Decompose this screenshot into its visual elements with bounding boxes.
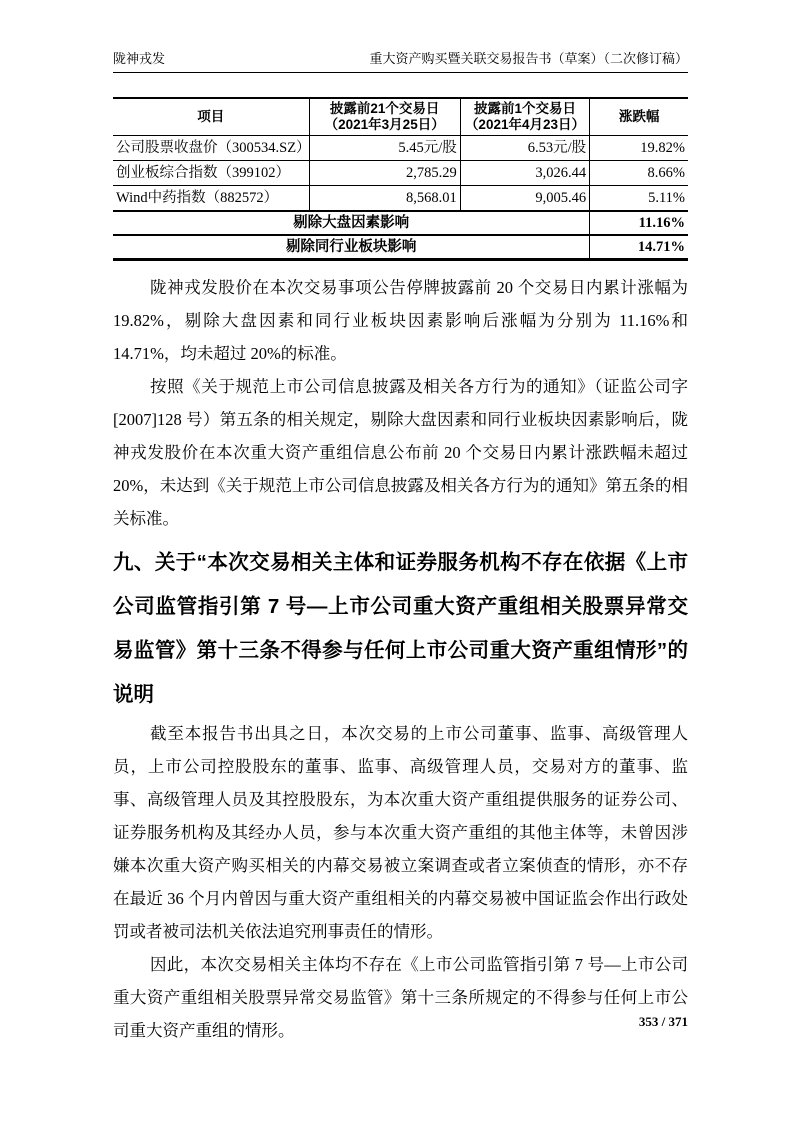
header-cell-before1 bbox=[460, 98, 589, 136]
cell-before1: 6.53元/股 bbox=[460, 136, 589, 161]
table-row bbox=[113, 161, 688, 186]
header-cell-before1-line1: 披露前1个交易日 bbox=[473, 101, 576, 116]
paragraph-regulation-standard: 按照《关于规范上市公司信息披露及相关各方行为的通知》（证监公司字 [2007]128 号）第五条的相关规定，剔除大盘因素和同行业板块因素影响后，陇神戎发股价在本次重大资产重组信息公布前 20 个交易日内累计涨跌幅未超过 20%，未达到《关于规范上市公司信息披露及相关各方行为的通知》第五条的相关标准。 bbox=[113, 376, 688, 528]
table-header-row bbox=[113, 98, 688, 136]
summary-row bbox=[113, 211, 688, 235]
page-number: 353 / 371 bbox=[638, 1014, 688, 1029]
cell-change: 8.66% bbox=[590, 161, 688, 186]
paragraph-conclusion: 因此，本次交易相关主体均不存在《上市公司监管指引第 7 号—上市公司重大资产重组相关股票异常交易监管》第十三条所规定的不得参与任何上市公司重大资产重组的情形。 bbox=[113, 954, 688, 1040]
company-name: 陇神戎发 bbox=[113, 51, 166, 66]
cell-change: 5.11% bbox=[590, 186, 688, 211]
paragraph-price-increase: 陇神戎发股价在本次交易事项公告停牌披露前 20 个交易日内累计涨幅为 19.82%，剔除大盘因素和同行业板块因素影响后涨幅为分别为 11.16%和 14.71%，均未超过 20%的标准。 bbox=[113, 277, 688, 363]
summary-label: 剔除大盘因素影响 bbox=[113, 211, 590, 235]
table-row bbox=[113, 186, 688, 211]
page-header bbox=[113, 51, 688, 73]
paragraph-insider-trading-statement: 截至本报告书出具之日，本次交易的上市公司董事、监事、高级管理人员，上市公司控股股东的董事、监事、高级管理人员，交易对方的董事、监事、高级管理人员及其控股股东，为本次重大资产重组提供服务的证券公司、证券服务机构及其经办人员，参与本次重大资产重组的其他主体等，未曾因涉嫌本次重大资产购买相关的内幕交易被立案调查或者立案侦查的情形，亦不存在最近 36 个月内曾因与重大资产重组相关的内幕交易被中国证监会作出行政处罚或者被司法机关依法追究刑事责任的情形。 bbox=[113, 723, 688, 941]
cell-before21: 8,568.01 bbox=[309, 186, 460, 211]
cell-before1: 9,005.46 bbox=[460, 186, 589, 211]
summary-label: 剔除同行业板块影响 bbox=[285, 238, 417, 255]
header-cell-before21 bbox=[309, 98, 460, 136]
cell-before21: 5.45元/股 bbox=[309, 136, 460, 161]
header-cell-before21-line2: （2021年3月25日） bbox=[324, 117, 445, 132]
section-heading-nine: 九、关于“本次交易相关主体和证券服务机构不存在依据《上市公司监管指引第 7 号—上市公司重大资产重组相关股票异常交易监管》第十三条不得参与任何上市公司重大资产重组情形”的说明 bbox=[113, 550, 688, 706]
cell-item: Wind中药指数（882572） bbox=[113, 186, 309, 211]
summary-change: 14.71% bbox=[590, 235, 688, 260]
cell-change: 19.82% bbox=[590, 136, 688, 161]
cell-item: 创业板综合指数（399102） bbox=[113, 161, 309, 186]
cell-before21: 2,785.29 bbox=[309, 161, 460, 186]
stock-price-comparison-table bbox=[113, 97, 688, 261]
header-cell-change: 涨跌幅 bbox=[590, 98, 688, 136]
cell-before1: 3,026.44 bbox=[460, 161, 589, 186]
summary-change: 11.16% bbox=[590, 211, 688, 235]
header-cell-item: 项目 bbox=[113, 98, 309, 136]
table-row bbox=[113, 136, 688, 161]
report-title: 重大资产购买暨关联交易报告书（草案）（二次修订稿） bbox=[369, 51, 688, 66]
header-cell-before21-line1: 披露前21个交易日 bbox=[329, 101, 440, 116]
summary-row bbox=[113, 235, 688, 260]
cell-item: 公司股票收盘价（300534.SZ） bbox=[113, 136, 309, 161]
header-cell-before1-line2: （2021年4月23日） bbox=[464, 117, 585, 132]
